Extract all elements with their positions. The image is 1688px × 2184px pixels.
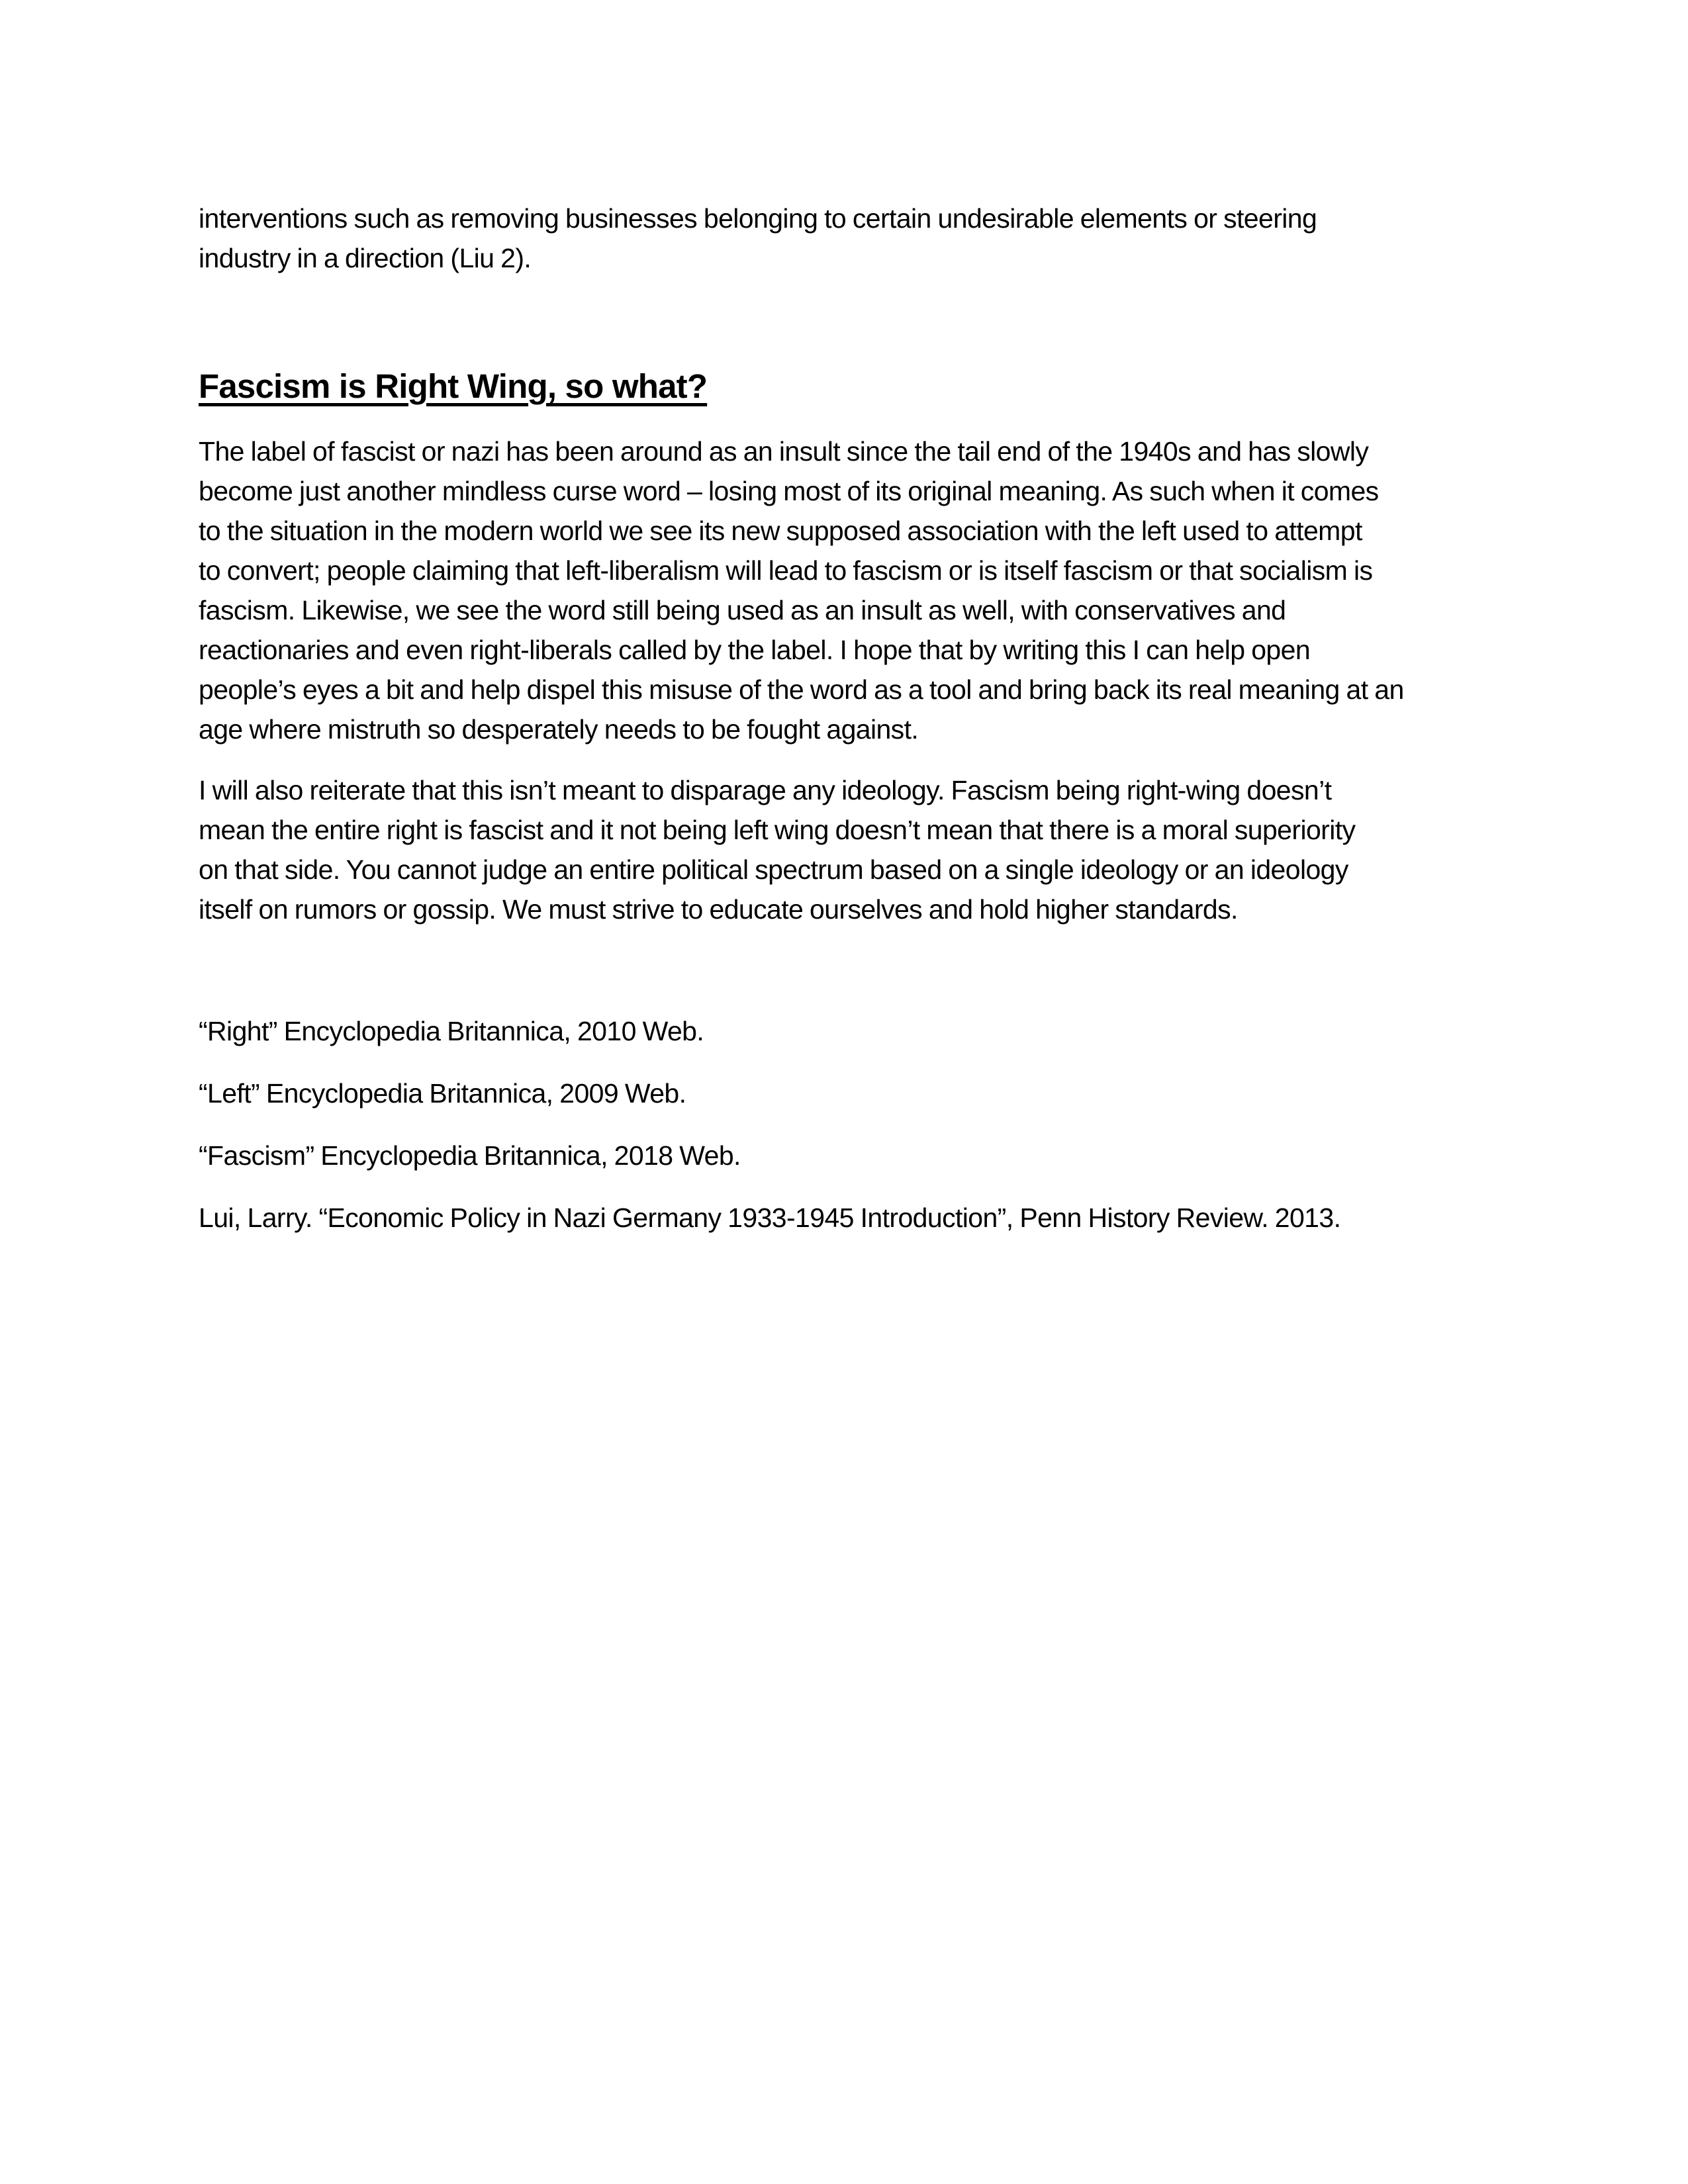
references-list [199,1011,1340,1260]
paragraph-line: age where mistruth so desperately needs to be fought against. [199,714,919,745]
paragraph-line: itself on rumors or gossip. We must strive to educate ourselves and hold higher standards. [199,894,1238,925]
paragraph-1 [199,432,1404,749]
reference-item: “Left” Encyclopedia Britannica, 2009 Web. [199,1078,686,1109]
paragraph-line: mean the entire right is fascist and it not being left wing doesn’t mean that there is a moral superiority [199,815,1356,845]
reference-item: “Right” Encyclopedia Britannica, 2010 Web. [199,1016,704,1046]
intro-line: interventions such as removing businesses belonging to certain undesirable elements or steering [199,203,1317,234]
section-heading: Fascism is Right Wing, so what? [199,367,708,405]
paragraph-line: fascism. Likewise, we see the word still being used as an insult as well, with conservatives and [199,595,1286,625]
paragraph-line: The label of fascist or nazi has been around as an insult since the tail end of the 1940s and has slowly [199,436,1369,467]
reference-item: Lui, Larry. “Economic Policy in Nazi Germany 1933-1945 Introduction”, Penn History Review. 2013. [199,1203,1341,1233]
paragraph-line: become just another mindless curse word – losing most of its original meaning. As such when it comes [199,476,1379,506]
document-page [199,199,1489,1233]
reference-item: “Fascism” Encyclopedia Britannica, 2018 Web. [199,1140,741,1171]
intro-line: industry in a direction (Liu 2). [199,243,532,273]
paragraph-line: reactionaries and even right-liberals called by the label. I hope that by writing this I can help open [199,635,1311,665]
paragraph-line: people’s eyes a bit and help dispel this misuse of the word as a tool and bring back its real meaning at an [199,674,1404,705]
paragraph-line: I will also reiterate that this isn’t meant to disparage any ideology. Fascism being right-wing doesn’t [199,775,1332,805]
paragraph-line: on that side. You cannot judge an entire political spectrum based on a single ideology or an ideology [199,854,1348,885]
paragraph-line: to convert; people claiming that left-liberalism will lead to fascism or is itself fascism or that socialism is [199,555,1373,586]
paragraph-line: to the situation in the modern world we see its new supposed association with the left used to attempt [199,516,1362,546]
paragraph-2 [199,770,1355,929]
intro-paragraph [199,199,1489,278]
